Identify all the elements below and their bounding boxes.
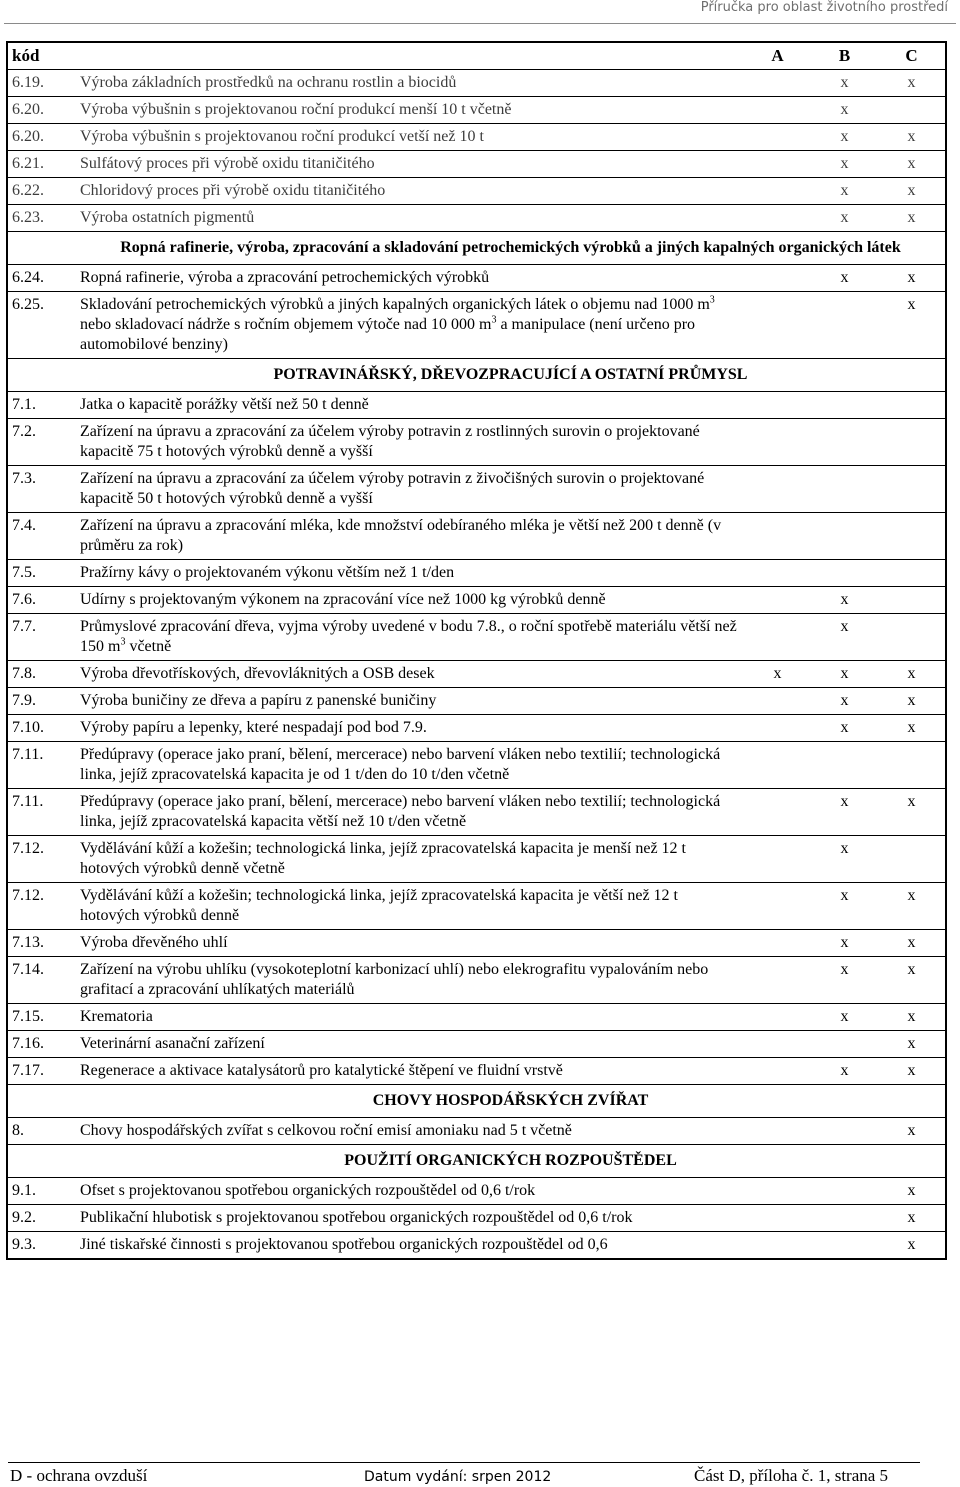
table-row: [7, 789, 946, 836]
mark-a: [744, 614, 811, 661]
row-description: Výroba ostatních pigmentů: [80, 209, 255, 226]
row-description: Pražírny kávy o projektovaném výkonu větším než 1 t/den: [80, 564, 455, 581]
mark-b: x: [840, 269, 849, 286]
mark-a: [744, 715, 811, 742]
section-header-row: [7, 1085, 946, 1118]
mark-a: [744, 151, 811, 178]
mark-b: [811, 560, 878, 587]
header-a: A: [771, 46, 784, 65]
table-row: [7, 742, 946, 789]
row-description: Publikační hlubotisk s projektovanou spotřebou organických rozpouštědel od 0,6 t/rok: [80, 1209, 633, 1226]
mark-a: [744, 513, 811, 560]
row-code: 6.24.: [12, 269, 44, 286]
row-description: Výroba buničiny ze dřeva a papíru z panenské buničiny: [80, 692, 437, 709]
mark-b: x: [840, 719, 849, 736]
section-spacer: [7, 359, 76, 392]
header-code: kód: [12, 46, 40, 65]
row-description: Zařízení na úpravu a zpracování za účelem výroby potravin z rostlinných surovin o projektované kapacitě 75 t hotových výrobků denně a vyšší: [80, 423, 700, 460]
mark-b: x: [840, 209, 849, 226]
mark-c: x: [907, 1182, 916, 1199]
row-code: 7.17.: [12, 1062, 44, 1079]
row-description: Předúpravy (operace jako praní, bělení, mercerace) nebo barvení vláken nebo textilií; technologická linka, jejíž zpracovatelská kapacita je od 1 t/den do 10 t/den včetně: [80, 746, 721, 783]
section-header-row: [7, 359, 946, 392]
mark-a: [744, 392, 811, 419]
mark-c: x: [907, 1209, 916, 1226]
row-description: Udírny s projektovaným výkonem na zpracování více než 1000 kg výrobků denně: [80, 591, 606, 608]
mark-b: [811, 292, 878, 359]
mark-a: [744, 587, 811, 614]
mark-c: x: [907, 74, 916, 91]
mark-c: [878, 466, 946, 513]
row-code: 7.13.: [12, 934, 44, 951]
footer-page: Část D, příloha č. 1, strana 5: [694, 1466, 889, 1485]
row-code: 7.16.: [12, 1035, 44, 1052]
table-row: [7, 587, 946, 614]
row-code: 7.10.: [12, 719, 44, 736]
row-description: Výroba dřevotřískových, dřevovláknitých a OSB desek: [80, 665, 435, 682]
row-description: Výroby papíru a lepenky, které nespadají pod bod 7.9.: [80, 719, 427, 736]
mark-a: [744, 1232, 811, 1260]
section-spacer: [7, 232, 76, 265]
row-code: 6.20.: [12, 128, 44, 145]
row-description: Výroba výbušnin s projektovanou roční produkcí menší 10 t včetně: [80, 101, 512, 118]
mark-c: x: [907, 128, 916, 145]
mark-c: x: [907, 719, 916, 736]
table-row: [7, 715, 946, 742]
mark-b: [811, 1178, 878, 1205]
section-header-row: [7, 232, 946, 265]
mark-c: x: [907, 1008, 916, 1025]
mark-c: [878, 836, 946, 883]
mark-b: [811, 1118, 878, 1145]
mark-a: [744, 1004, 811, 1031]
row-code: 7.12.: [12, 887, 44, 904]
mark-a: [744, 466, 811, 513]
footer-rule: [8, 1462, 920, 1463]
row-code: 6.23.: [12, 209, 44, 226]
table-row: [7, 205, 946, 232]
row-description: Zařízení na výrobu uhlíku (vysokoteplotní karbonizací uhlí) nebo elekrografitu vypalováním nebo grafitací a zpracování uhlíkatých materiálů: [80, 961, 709, 998]
mark-c: [878, 614, 946, 661]
table-row: [7, 1058, 946, 1085]
mark-a: [744, 789, 811, 836]
header-rule: [4, 23, 956, 24]
mark-c: x: [907, 1122, 916, 1139]
mark-b: [811, 392, 878, 419]
mark-a: [744, 205, 811, 232]
mark-b: x: [840, 618, 849, 635]
mark-b: x: [840, 101, 849, 118]
mark-c: x: [907, 1035, 916, 1052]
section-title: POUŽITÍ ORGANICKÝCH ROZPOUŠTĚDEL: [344, 1152, 677, 1169]
section-spacer: [7, 1085, 76, 1118]
table-row: [7, 265, 946, 292]
table-row: [7, 151, 946, 178]
row-code: 6.19.: [12, 74, 44, 91]
row-code: 6.21.: [12, 155, 44, 172]
mark-a: [744, 124, 811, 151]
mark-c: [878, 392, 946, 419]
row-code: 8.: [12, 1122, 24, 1139]
section-title: POTRAVINÁŘSKÝ, DŘEVOZPRACUJÍCÍ A OSTATNÍ PRŮMYSL: [273, 366, 748, 383]
classification-table-wrapper: [6, 41, 947, 1260]
section-title: CHOVY HOSPODÁŘSKÝCH ZVÍŘAT: [372, 1092, 649, 1109]
row-description: Vydělávání kůží a kožešin; technologická linka, jejíž zpracovatelská kapacita je větší než 12 t hotových výrobků denně: [80, 887, 678, 924]
row-code: 9.2.: [12, 1209, 36, 1226]
row-description: Zařízení na úpravu a zpracování mléka, kde množství odebíraného mléka je větší než 200 t denně (v průměru za rok): [80, 517, 722, 554]
mark-a: [744, 1178, 811, 1205]
mark-a: [744, 1058, 811, 1085]
mark-c: [878, 560, 946, 587]
mark-c: [878, 419, 946, 466]
mark-b: x: [840, 74, 849, 91]
mark-a: [744, 836, 811, 883]
table-row: [7, 419, 946, 466]
table-row: [7, 392, 946, 419]
row-code: 7.12.: [12, 840, 44, 857]
mark-a: [744, 883, 811, 930]
row-description: Veterinární asanační zařízení: [80, 1035, 265, 1052]
table-row: [7, 614, 946, 661]
row-description: Ofset s projektovanou spotřebou organických rozpouštědel od 0,6 t/rok: [80, 1182, 536, 1199]
mark-c: x: [907, 961, 916, 978]
running-header: Příručka pro oblast životního prostředí: [700, 0, 948, 15]
row-code: 9.1.: [12, 1182, 36, 1199]
table-row: [7, 1232, 946, 1260]
mark-c: x: [907, 1236, 916, 1253]
mark-c: x: [907, 209, 916, 226]
mark-c: x: [907, 182, 916, 199]
table-row: [7, 688, 946, 715]
mark-c: x: [907, 1062, 916, 1079]
row-code: 6.25.: [12, 296, 44, 313]
row-description: Chloridový proces při výrobě oxidu titaničitého: [80, 182, 386, 199]
mark-c: x: [907, 887, 916, 904]
mark-b: [811, 419, 878, 466]
mark-c: x: [907, 692, 916, 709]
mark-a: [744, 292, 811, 359]
row-description: Chovy hospodářských zvířat s celkovou roční emisí amoniaku nad 5 t včetně: [80, 1122, 572, 1139]
row-description: Sulfátový proces při výrobě oxidu titaničitého: [80, 155, 375, 172]
mark-b: x: [840, 1062, 849, 1079]
table-row: [7, 178, 946, 205]
table-row: [7, 883, 946, 930]
mark-c: x: [907, 793, 916, 810]
row-code: 9.3.: [12, 1236, 36, 1253]
section-header-row: [7, 1145, 946, 1178]
mark-a: [744, 688, 811, 715]
mark-b: x: [840, 155, 849, 172]
table-row: [7, 97, 946, 124]
row-code: 7.7.: [12, 618, 36, 635]
row-code: 7.9.: [12, 692, 36, 709]
row-description: Výroba základních prostředků na ochranu rostlin a biocidů: [80, 74, 457, 91]
row-code: 7.14.: [12, 961, 44, 978]
mark-c: x: [907, 934, 916, 951]
mark-c: [878, 742, 946, 789]
row-code: 7.3.: [12, 470, 36, 487]
mark-b: x: [840, 1008, 849, 1025]
table-row: [7, 1031, 946, 1058]
row-code: 6.22.: [12, 182, 44, 199]
row-description: Průmyslové zpracování dřeva, vyjma výroby uvedené v bodu 7.8., o roční spotřebě materiálu větší než 150 $m^3$ včetně: [80, 618, 737, 655]
row-description: Regenerace a aktivace katalysátorů pro katalytické štěpení ve fluidní vrstvě: [80, 1062, 563, 1079]
mark-b: [811, 1031, 878, 1058]
mark-b: x: [840, 961, 849, 978]
mark-a: [744, 1031, 811, 1058]
mark-b: x: [840, 793, 849, 810]
mark-b: [811, 513, 878, 560]
mark-b: [811, 466, 878, 513]
row-code: 7.11.: [12, 746, 44, 763]
mark-b: [811, 742, 878, 789]
mark-a: [744, 957, 811, 1004]
mark-b: [811, 1205, 878, 1232]
footer-section: D - ochrana ovzduší: [10, 1466, 148, 1485]
mark-b: x: [840, 182, 849, 199]
table-row: [7, 1205, 946, 1232]
mark-a: [744, 1205, 811, 1232]
table-row: [7, 1178, 946, 1205]
row-description: Výroba výbušnin s projektovanou roční produkcí vetší než 10 t: [80, 128, 484, 145]
mark-c: x: [907, 155, 916, 172]
table-row: [7, 560, 946, 587]
table-row: [7, 513, 946, 560]
row-description: Zařízení na úpravu a zpracování za účelem výroby potravin z živočišných surovin o projektované kapacitě 50 t hotových výrobků denně a vyšší: [80, 470, 705, 507]
row-code: 7.8.: [12, 665, 36, 682]
table-row: [7, 1118, 946, 1145]
mark-b: x: [840, 887, 849, 904]
row-code: 7.2.: [12, 423, 36, 440]
mark-c: [878, 513, 946, 560]
mark-c: x: [907, 269, 916, 286]
row-code: 7.4.: [12, 517, 36, 534]
row-description: Ropná rafinerie, výroba a zpracování petrochemických výrobků: [80, 269, 490, 286]
row-description: Výroba dřevěného uhlí: [80, 934, 228, 951]
table-row: [7, 466, 946, 513]
row-code: 6.20.: [12, 101, 44, 118]
mark-a: [744, 560, 811, 587]
section-title: Ropná rafinerie, výroba, zpracování a skladování petrochemických výrobků a jiných kapalných organických látek: [120, 239, 901, 256]
table-row: [7, 292, 946, 359]
row-description: Jatka o kapacitě porážky větší než 50 t denně: [80, 396, 369, 413]
mark-b: x: [840, 665, 849, 682]
mark-a: [744, 742, 811, 789]
table-row: [7, 1004, 946, 1031]
header-c: C: [905, 46, 918, 65]
row-description: Vydělávání kůží a kožešin; technologická linka, jejíž zpracovatelská kapacita je menší než 12 t hotových výrobků denně včetně: [80, 840, 686, 877]
mark-c: x: [907, 665, 916, 682]
row-code: 7.11.: [12, 793, 44, 810]
row-description: Krematoria: [80, 1008, 153, 1025]
mark-a: [744, 70, 811, 97]
footer-date: Datum vydání: srpen 2012: [364, 1469, 552, 1485]
mark-b: x: [840, 692, 849, 709]
classification-table: [6, 41, 947, 1260]
table-row: [7, 930, 946, 957]
table-row: [7, 836, 946, 883]
mark-c: [878, 587, 946, 614]
mark-a: [744, 930, 811, 957]
mark-b: x: [840, 128, 849, 145]
mark-c: x: [907, 296, 916, 313]
section-spacer: [7, 1145, 76, 1178]
table-row: [7, 957, 946, 1004]
row-description: Předúpravy (operace jako praní, bělení, mercerace) nebo barvení vláken nebo textilií; technologická linka, jejíž zpracovatelská kapacita větší než 10 t/den včetně: [80, 793, 721, 830]
mark-a: [744, 419, 811, 466]
row-code: 7.1.: [12, 396, 36, 413]
table-header-row: [7, 42, 946, 70]
row-code: 7.6.: [12, 591, 36, 608]
mark-b: x: [840, 591, 849, 608]
table-row: [7, 124, 946, 151]
mark-c: [878, 97, 946, 124]
row-description: Skladování petrochemických výrobků a jiných kapalných organických látek o objemu nad 1000 $m^3$ nebo skladovací nádrže s ročním objemem výtoče nad 10 000 $m^3$ a manipulace (není určeno pro automobilové benziny): [80, 294, 715, 353]
row-code: 7.15.: [12, 1008, 44, 1025]
mark-b: [811, 1232, 878, 1260]
table-row: [7, 661, 946, 688]
header-b: B: [838, 46, 851, 65]
mark-a: [744, 1118, 811, 1145]
mark-a: [744, 265, 811, 292]
row-code: 7.5.: [12, 564, 36, 581]
mark-b: x: [840, 934, 849, 951]
mark-a: [744, 178, 811, 205]
mark-b: x: [840, 840, 849, 857]
table-row: [7, 70, 946, 97]
mark-a: x: [773, 665, 782, 682]
header-name: [76, 42, 744, 70]
mark-a: [744, 97, 811, 124]
row-description: Jiné tiskařské činnosti s projektovanou spotřebou organických rozpouštědel od 0,6: [80, 1236, 608, 1253]
